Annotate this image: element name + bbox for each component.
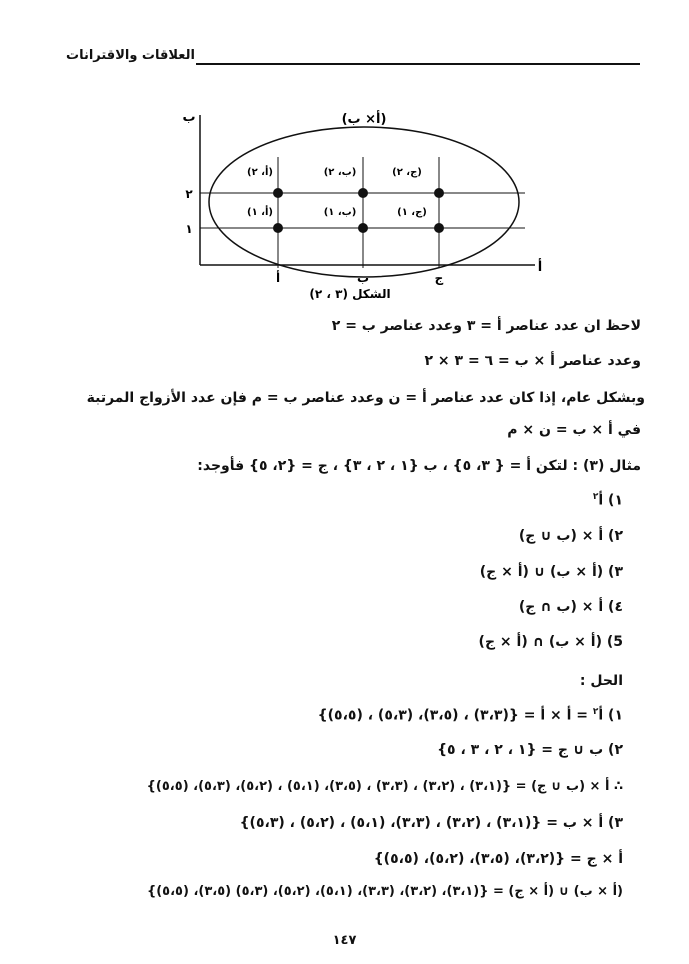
point-b1 [358, 223, 368, 233]
x-tick-c: ج [434, 271, 444, 285]
solution-6: (أ × ب) ∪ (أ × ج) = {(٣،١)، (٣،٢)، (٣،٣)، (٥،١)، (٥،٢)، (٥،٣) (٣،٥)، (٥،٥)} [146, 884, 623, 899]
solution-5: أ × ج = {(٣،٢)، (٣،٥)، (٥،٢)، (٥،٥)} [373, 851, 623, 867]
point-c2 [434, 188, 444, 198]
pair-label-c2: (ج، ٢) [392, 167, 422, 178]
question-2: ٢) أ × (ب ∪ ج) [518, 528, 623, 544]
set-label: (أ× ب) [341, 112, 387, 127]
text-line-2: وعدد عناصر أ × ب = ٦ = ٣ × ٢ [424, 353, 641, 369]
point-a1 [273, 223, 283, 233]
figure-caption: الشكل (٣ ، ٢) [309, 287, 391, 301]
solution-label: الحل : [579, 673, 623, 689]
question-1-exponent: ٢ [592, 492, 599, 502]
solution-1-base: ١) أ [598, 707, 623, 724]
x-tick-a: أ [275, 271, 281, 285]
pair-label-c1: (ج، ١) [397, 207, 427, 218]
point-a2 [273, 188, 283, 198]
text-line-1: لاحظ ان عدد عناصر أ = ٣ وعدد عناصر ب = ٢ [331, 318, 641, 334]
question-4: ٤) أ × (ب ∩ ج) [518, 599, 623, 615]
solution-2: ٢) ب ∪ ج = {١ ، ٢ ، ٣ ، ٥} [437, 742, 623, 758]
text-line-3: وبشكل عام، إذا كان عدد عناصر أ = ن وعدد عناصر ب = م فإن عدد الأزواج المرتبة [86, 390, 645, 406]
example-statement: مثال (٣) : لتكن أ = { ٣، ٥} ، ب {١ ، ٢ ، ٣} ، ج = {٢، ٥} فأوجد: [197, 458, 641, 474]
y-tick-2: ٢ [185, 187, 193, 201]
question-1-base: ١) أ [598, 492, 623, 509]
header-rule [196, 63, 640, 65]
y-tick-1: ١ [185, 222, 193, 236]
text-line-4: في أ × ب = ن × م [507, 422, 641, 438]
y-axis-label: ب [182, 110, 196, 125]
pair-label-a2: (أ، ٢) [247, 167, 273, 178]
solution-4: ٣) أ × ب = {(٣،١) ، (٣،٢) ، (٣،٣)، (٥،١) ، (٥،٢) ، (٥،٣)} [239, 815, 623, 831]
point-b2 [358, 188, 368, 198]
question-5: 5) (أ × ب) ∩ (أ × ج) [478, 634, 623, 650]
solution-1-rest: = أ × أ = {(٣،٣) ، (٣،٥)، (٥،٣) ، (٥،٥)} [317, 707, 593, 724]
solution-1 [318, 707, 623, 724]
pair-label-b1: (ب، ١) [323, 207, 357, 218]
pair-label-a1: (أ، ١) [247, 207, 273, 218]
solution-1-exponent: ٢ [592, 707, 599, 717]
x-axis-label: أ [537, 260, 543, 275]
question-3: ٣) (أ × ب) ∪ (أ × ج) [479, 564, 623, 580]
solution-3: ∴ أ × (ب ∪ ج) = {(٣،١) ، (٣،٢) ، (٣،٣) ، (٣،٥)، (٥،١) ، (٥،٢)، (٥،٣)، (٥،٥)} [146, 779, 623, 794]
x-tick-b: ب [356, 271, 370, 285]
point-c1 [434, 223, 444, 233]
question-1 [593, 492, 623, 509]
chapter-title: العلاقات والاقترانات [66, 48, 195, 63]
product-set-ellipse [209, 127, 519, 277]
cartesian-product-figure [175, 105, 545, 305]
pair-label-b2: (ب، ٢) [323, 167, 357, 178]
page-number: ١٤٧ [332, 933, 357, 948]
